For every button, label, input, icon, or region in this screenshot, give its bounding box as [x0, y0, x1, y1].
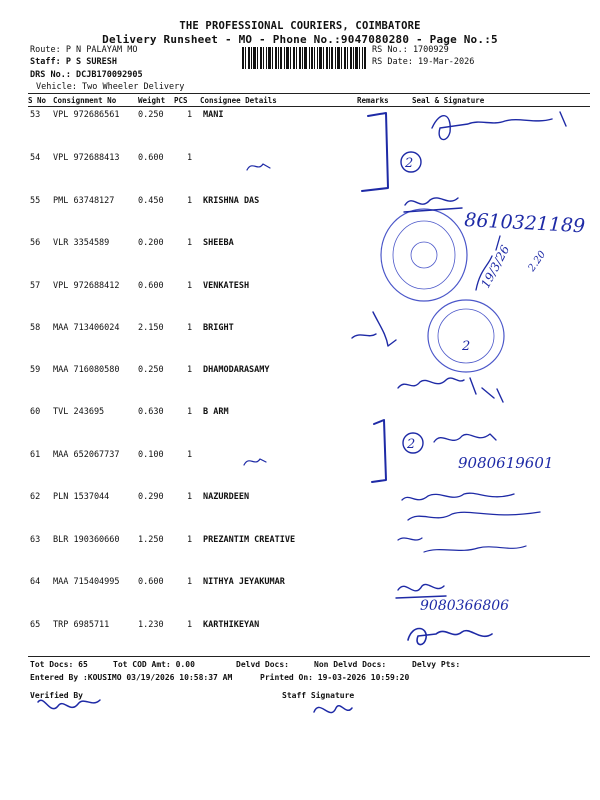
date-row-57: 19/3/26: [478, 242, 513, 291]
delivered-docs: Delvd Docs:: [236, 660, 289, 669]
total-docs: Tot Docs: 65: [30, 660, 88, 669]
route-label: Route: P N PALAYAM MO: [30, 45, 138, 55]
mark-row-54: 2: [405, 156, 414, 171]
table-row: 57 VPL 972688412 0.600 1 VENKATESH: [30, 281, 250, 291]
col-pcs: PCS: [174, 96, 188, 105]
barcode-graphic: [242, 47, 366, 69]
signature-row-59: [398, 378, 503, 402]
delivery-points: Delvy Pts:: [412, 660, 461, 669]
table-row: 59 MAA 716080580 0.250 1 DHAMODARASAMY: [30, 365, 270, 375]
staff-signature: [314, 706, 352, 713]
table-row: 56 VLR 3354589 0.200 1 SHEEBA: [30, 238, 234, 248]
seal-stamp-lower: [428, 300, 504, 372]
non-delivered-docs: Non Delvd Docs:: [314, 660, 387, 669]
col-seal: Seal & Signature: [412, 96, 485, 105]
verified-by-signature: [38, 700, 100, 709]
col-remarks: Remarks: [357, 96, 389, 105]
table-row: 55 PML 63748127 0.450 1 KRISHNA DAS: [30, 196, 260, 206]
company-title: THE PROFESSIONAL COURIERS, COIMBATORE: [179, 20, 421, 32]
header-bottom-rule: [28, 106, 590, 107]
footer-rule: [28, 656, 590, 657]
col-consignee: Consignee Details: [200, 96, 277, 105]
table-row: 62 PLN 1537044 0.290 1 NAZURDEEN: [30, 492, 250, 502]
table-row: 54 VPL 972688413 0.600 1: [30, 153, 193, 163]
runsheet-subtitle: Delivery Runsheet - MO - Phone No.:9047080280 - Page No.:5: [102, 33, 498, 46]
phone-row-55: 8610321189: [463, 209, 586, 238]
staff-label: Staff: P S SURESH: [30, 57, 117, 67]
signature-row-61: [434, 434, 496, 442]
table-row: 64 MAA 715404995 0.600 1 NITHYA JEYAKUMAR: [30, 577, 285, 587]
verified-by-label: Verified By: [30, 691, 83, 700]
phone-row-64: 9080366806: [420, 598, 510, 614]
col-sno: S No: [28, 96, 47, 105]
mark-row-61: 2: [407, 437, 416, 452]
time-row-57: 2.20: [526, 249, 549, 274]
rs-number: RS No.: 1700929: [372, 45, 449, 55]
table-row: 53 VPL 972686561 0.250 1 MANI: [30, 110, 224, 120]
staff-signature-label: Staff Signature: [282, 691, 355, 700]
col-consignment: Consignment No: [53, 96, 117, 105]
printed-on: Printed On: 19-03-2026 10:59:20: [260, 673, 410, 682]
phone-row-61: 9080619601: [458, 454, 554, 472]
vehicle-label: Vehicle: Two Wheeler Delivery: [36, 82, 185, 92]
drs-number: DRS No.: DCJB170092905: [30, 70, 143, 80]
table-row: 58 MAA 713406024 2.150 1 BRIGHT: [30, 323, 234, 333]
mark-row-58: 2: [462, 339, 471, 354]
total-cod: Tot COD Amt: 0.00: [113, 660, 195, 669]
table-row: 60 TVL 243695 0.630 1 B ARM: [30, 407, 229, 417]
entered-by: Entered By :KOUSIMO 03/19/2026 10:58:37 AM: [30, 673, 233, 682]
rs-date: RS Date: 19-Mar-2026: [372, 57, 475, 67]
header-top-rule: [28, 93, 590, 94]
remark-bracket-upper: [362, 113, 388, 191]
table-row: 63 BLR 190360660 1.250 1 PREZANTIM CREATIVE: [30, 535, 296, 545]
table-row: 61 MAA 652067737 0.100 1: [30, 450, 193, 460]
col-weight: Weight: [138, 96, 166, 105]
table-row: 65 TRP 6985711 1.230 1 KARTHIKEYAN: [30, 620, 260, 630]
